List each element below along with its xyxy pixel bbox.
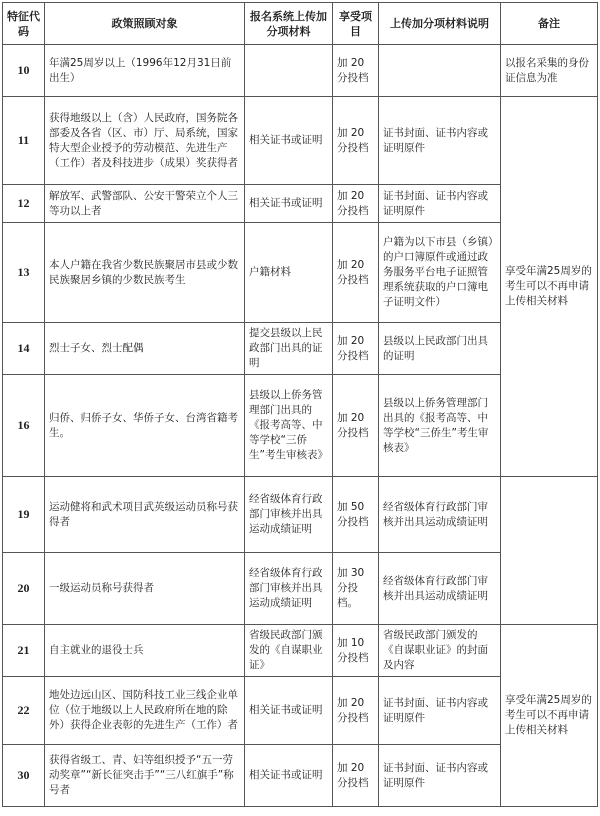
remark-r10: 以报名采集的身份证信息为准 — [501, 45, 598, 97]
row-desc: 经省级体育行政部门审核并出具运动成绩证明 — [379, 553, 501, 625]
row-material: 县级以上侨务管理部门出具的《报考高等、中等学校“三侨生”考生审核表》 — [245, 375, 333, 477]
row-bonus: 加 20分投档 — [333, 323, 379, 375]
header-bonus: 享受项目 — [333, 3, 379, 45]
table-row — [3, 625, 598, 677]
row-desc — [379, 45, 501, 97]
row-bonus: 加 20分投档 — [333, 677, 379, 745]
row-bonus: 加 20分投档 — [333, 97, 379, 185]
row-material: 相关证书或证明 — [245, 97, 333, 185]
row-code: 19 — [3, 477, 45, 553]
row-desc: 证书封面、证书内容或证明原件 — [379, 745, 501, 807]
row-code: 20 — [3, 553, 45, 625]
row-code: 11 — [3, 97, 45, 185]
row-code: 14 — [3, 323, 45, 375]
row-material: 户籍材料 — [245, 223, 333, 323]
policy-bonus-table — [2, 2, 598, 807]
row-bonus: 加 20分投档 — [333, 223, 379, 323]
header-remark: 备注 — [501, 3, 598, 45]
remark-r11-16: 享受年满25周岁的考生可以不再申请上传相关材料 — [501, 97, 598, 477]
row-scope: 烈士子女、烈士配偶 — [45, 323, 245, 375]
row-material: 相关证书或证明 — [245, 185, 333, 223]
row-material: 相关证书或证明 — [245, 745, 333, 807]
header-scope: 政策照顾对象 — [45, 3, 245, 45]
row-code: 10 — [3, 45, 45, 97]
row-scope: 解放军、武警部队、公安干警荣立个人三等功以上者 — [45, 185, 245, 223]
header-upload-desc: 上传加分项材料说明 — [379, 3, 501, 45]
remark-r19-20 — [501, 477, 598, 625]
row-material: 省级民政部门颁发的《自谋职业证》 — [245, 625, 333, 677]
row-scope: 一级运动员称号获得者 — [45, 553, 245, 625]
row-scope: 归侨、归侨子女、华侨子女、台湾省籍考生。 — [45, 375, 245, 477]
row-scope: 地处边远山区、国防科技工业三线企业单位（位于地级以上人民政府所在地的除外）获得企业表彰的先进生产（工作）者 — [45, 677, 245, 745]
table-row — [3, 477, 598, 553]
row-bonus: 加 20分投档 — [333, 185, 379, 223]
row-scope: 运动健将和武术项目武英级运动员称号获得者 — [45, 477, 245, 553]
row-desc: 户籍为以下市县（乡镇）的户口簿原件或通过政务服务平台电子证照管理系统获取的户口簿电子证明文件） — [379, 223, 501, 323]
row-scope: 获得地级以上（含）人民政府，国务院各部委及各省（区、市）厅、局系统，国家特大型企业授予的劳动模范、先进生产（工作）者及科技进步（成果）奖获得者 — [45, 97, 245, 185]
row-desc: 证书封面、证书内容或证明原件 — [379, 677, 501, 745]
remark-r21-30: 享受年满25周岁的考生可以不再申请上传相关材料 — [501, 625, 598, 807]
row-desc: 县级以上侨务管理部门出具的《报考高等、中等学校“三侨生”考生审核表》 — [379, 375, 501, 477]
table-header-row — [3, 3, 598, 45]
row-desc: 省级民政部门颁发的《自谋职业证》的封面及内容 — [379, 625, 501, 677]
row-scope: 自主就业的退役士兵 — [45, 625, 245, 677]
row-material — [245, 45, 333, 97]
row-scope: 获得省级工、青、妇等组织授予“五一劳动奖章”“新长征突击手”“三八红旗手”称号者 — [45, 745, 245, 807]
row-code: 12 — [3, 185, 45, 223]
row-bonus: 加 50分投档 — [333, 477, 379, 553]
table-row — [3, 97, 598, 185]
row-material: 经省级体育行政部门审核并出具运动成绩证明 — [245, 477, 333, 553]
row-code: 21 — [3, 625, 45, 677]
row-material: 相关证书或证明 — [245, 677, 333, 745]
row-material: 提交县级以上民政部门出具的证明 — [245, 323, 333, 375]
row-material: 经省级体育行政部门审核并出具运动成绩证明 — [245, 553, 333, 625]
row-bonus: 加 10分投档 — [333, 625, 379, 677]
row-code: 13 — [3, 223, 45, 323]
row-bonus: 加 30分投档。 — [333, 553, 379, 625]
header-upload-material: 报名系统上传加分项材料 — [245, 3, 333, 45]
row-desc: 证书封面、证书内容或证明原件 — [379, 97, 501, 185]
row-scope: 年满25周岁以上（1996年12月31日前出生） — [45, 45, 245, 97]
row-bonus: 加 20分投档 — [333, 375, 379, 477]
header-code: 特征代码 — [3, 3, 45, 45]
row-bonus: 加 20分投档 — [333, 745, 379, 807]
row-desc: 证书封面、证书内容或证明原件 — [379, 185, 501, 223]
row-scope: 本人户籍在我省少数民族聚居市县或少数民族聚居乡镇的少数民族考生 — [45, 223, 245, 323]
row-bonus: 加 20分投档 — [333, 45, 379, 97]
row-desc: 县级以上民政部门出具的证明 — [379, 323, 501, 375]
row-code: 22 — [3, 677, 45, 745]
table-row — [3, 45, 598, 97]
row-code: 16 — [3, 375, 45, 477]
row-desc: 经省级体育行政部门审核并出具运动成绩证明 — [379, 477, 501, 553]
row-code: 30 — [3, 745, 45, 807]
